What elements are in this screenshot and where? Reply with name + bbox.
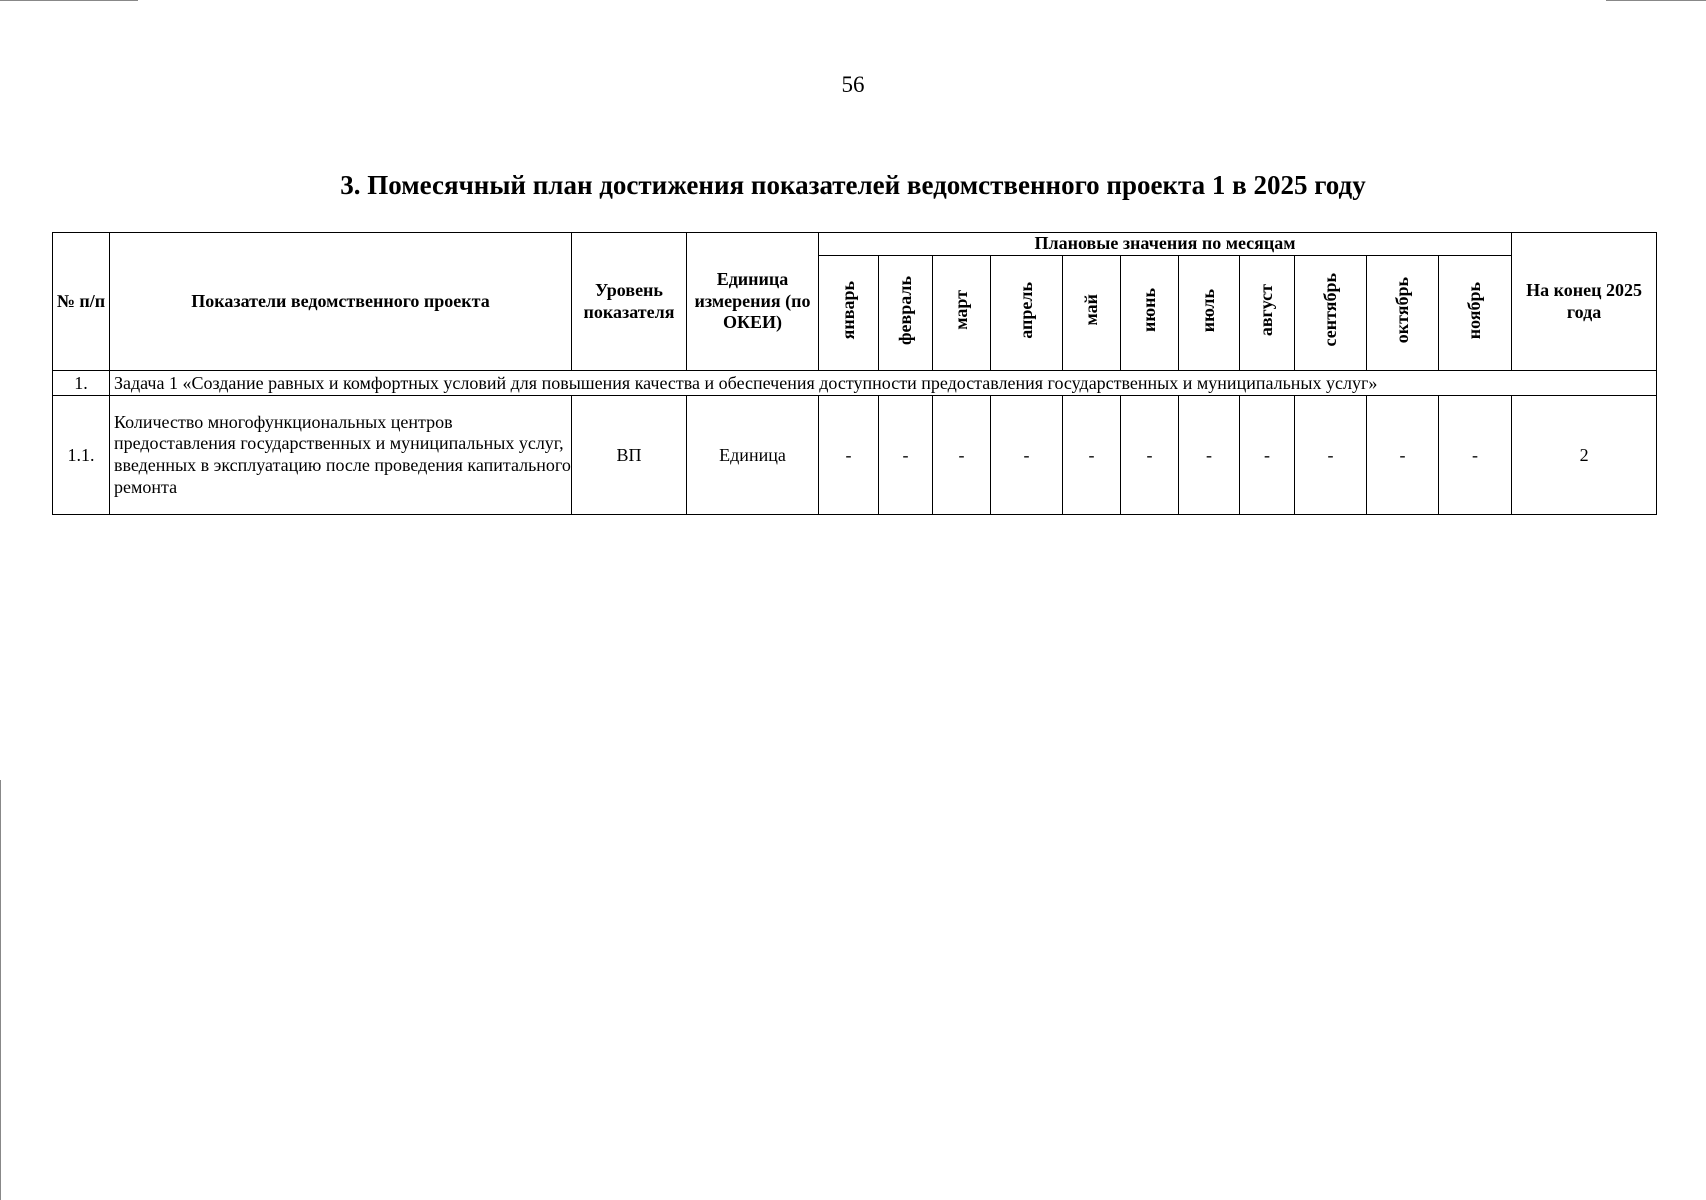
header-row-top xyxy=(53,233,1657,256)
row-level: ВП xyxy=(572,396,687,515)
header-month-feb: февраль xyxy=(879,256,933,371)
row-value-mar: - xyxy=(933,396,991,515)
task-num: 1. xyxy=(53,371,110,396)
row-value-sep: - xyxy=(1295,396,1367,515)
monthly-plan-table xyxy=(52,232,1657,515)
row-indicator: Количество многофункциональных центров предоставления государственных и муниципальных услуг, введенных в эксплуатацию после проведения капитального ремонта xyxy=(110,396,572,515)
header-month-nov: ноябрь xyxy=(1439,256,1512,371)
header-unit: Единица измерения (по ОКЕИ) xyxy=(687,233,819,371)
row-value-jul: - xyxy=(1179,396,1240,515)
scan-edge-top-right xyxy=(1606,0,1706,1)
header-indicators: Показатели ведомственного проекта xyxy=(110,233,572,371)
row-value-feb: - xyxy=(879,396,933,515)
header-month-jul: июль xyxy=(1179,256,1240,371)
row-value-jan: - xyxy=(819,396,879,515)
row-value-apr: - xyxy=(991,396,1063,515)
header-month-jan: январь xyxy=(819,256,879,371)
row-value-oct: - xyxy=(1367,396,1439,515)
header-year-end: На конец 2025 года xyxy=(1512,233,1657,371)
row-value-year-end: 2 xyxy=(1512,396,1657,515)
row-value-nov: - xyxy=(1439,396,1512,515)
header-month-aug: август xyxy=(1240,256,1295,371)
header-month-mar: март xyxy=(933,256,991,371)
scan-edge-top-left xyxy=(0,0,138,1)
task-text: Задача 1 «Создание равных и комфортных условий для повышения качества и обеспечения доступности предоставления государственных и муниципальных услуг» xyxy=(110,371,1657,396)
header-level: Уровень показателя xyxy=(572,233,687,371)
table-row xyxy=(53,396,1657,515)
page-number: 56 xyxy=(841,72,865,97)
header-month-sep: сентябрь xyxy=(1295,256,1367,371)
task-row xyxy=(53,371,1657,396)
scan-edge-left xyxy=(0,780,1,1200)
page-title: 3. Помесячный план достижения показателей ведомственного проекта 1 в 2025 году xyxy=(340,170,1366,200)
row-num: 1.1. xyxy=(53,396,110,515)
header-monthly-group: Плановые значения по месяцам xyxy=(819,233,1512,256)
row-value-jun: - xyxy=(1121,396,1179,515)
row-value-aug: - xyxy=(1240,396,1295,515)
row-unit: Единица xyxy=(687,396,819,515)
header-month-apr: апрель xyxy=(991,256,1063,371)
row-value-may: - xyxy=(1063,396,1121,515)
header-month-may: май xyxy=(1063,256,1121,371)
header-num: № п/п xyxy=(53,233,110,371)
header-month-jun: июнь xyxy=(1121,256,1179,371)
header-month-oct: октябрь xyxy=(1367,256,1439,371)
